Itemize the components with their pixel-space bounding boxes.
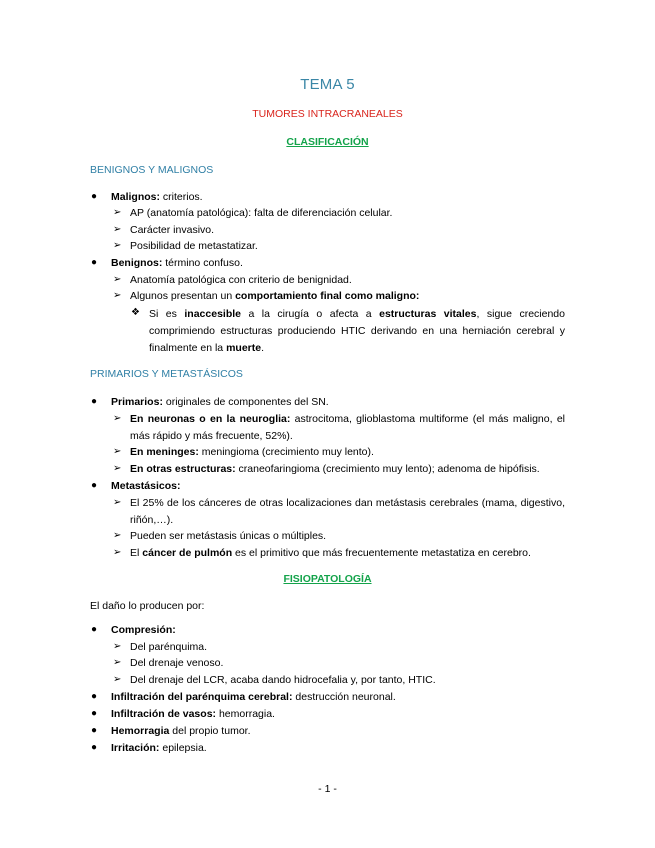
list-item: El 25% de los cánceres de otras localizaciones dan metástasis cerebrales (mama, digestivo, riñón,…). xyxy=(130,497,565,526)
bullet-icon: ● xyxy=(91,191,98,202)
intro-text: El daño lo producen por: xyxy=(90,600,205,612)
section-title-fisiopatologia: FISIOPATOLOGÍA xyxy=(283,573,372,585)
bullet-icon: ● xyxy=(91,691,98,702)
diamond-bullet-icon: ❖ xyxy=(131,307,140,318)
document-subtitle: TUMORES INTRACRANEALES xyxy=(252,108,403,120)
heading-benignos-malignos: BENIGNOS Y MALIGNOS xyxy=(90,164,214,176)
arrow-bullet-icon: ➢ xyxy=(113,497,122,508)
bullet-icon: ● xyxy=(91,725,98,736)
list-item: En otras estructuras: craneofaringioma (crecimiento muy lento); adenoma de hipófisis. xyxy=(130,463,540,475)
page-title: TEMA 5 xyxy=(300,76,355,93)
list-item-infiltracion-vasos: Infiltración de vasos: hemorragia. xyxy=(111,708,275,720)
list-item: Del drenaje venoso. xyxy=(130,657,224,669)
bullet-icon: ● xyxy=(91,480,98,491)
list-item: Pueden ser metástasis únicas o múltiples. xyxy=(130,530,327,542)
arrow-bullet-icon: ➢ xyxy=(113,657,122,668)
arrow-bullet-icon: ➢ xyxy=(113,290,122,301)
arrow-bullet-icon: ➢ xyxy=(113,274,122,285)
list-item-benignos: Benignos: término confuso. xyxy=(111,257,243,269)
list-item: AP (anatomía patológica): falta de diferenciación celular. xyxy=(130,207,393,219)
arrow-bullet-icon: ➢ xyxy=(113,446,122,457)
arrow-bullet-icon: ➢ xyxy=(113,641,122,652)
bullet-icon: ● xyxy=(91,624,98,635)
list-item: Del parénquima. xyxy=(130,641,208,653)
arrow-bullet-icon: ➢ xyxy=(113,224,122,235)
section-title-clasificacion: CLASIFICACIÓN xyxy=(286,136,369,148)
heading-primarios-metastasicos: PRIMARIOS Y METASTÁSICOS xyxy=(90,368,243,380)
list-item-hemorragia: Hemorragia del propio tumor. xyxy=(111,725,251,737)
page-number: - 1 - xyxy=(318,783,337,795)
list-item: En meninges: meningioma (crecimiento muy lento). xyxy=(130,446,374,458)
list-item-infiltracion-parenquima: Infiltración del parénquima cerebral: destrucción neuronal. xyxy=(111,691,396,703)
list-item-primarios: Primarios: originales de componentes del SN. xyxy=(111,396,329,408)
bullet-icon: ● xyxy=(91,708,98,719)
list-item: Posibilidad de metastatizar. xyxy=(130,240,258,252)
list-item: En neuronas o en la neuroglia: astrocitoma, glioblastoma multiforme (el más maligno, el más rápido y más frecuente, 52%). xyxy=(130,413,565,442)
arrow-bullet-icon: ➢ xyxy=(113,463,122,474)
list-item: El cáncer de pulmón es el primitivo que más frecuentemente metastatiza en cerebro. xyxy=(130,547,531,559)
bullet-icon: ● xyxy=(91,257,98,268)
arrow-bullet-icon: ➢ xyxy=(113,530,122,541)
arrow-bullet-icon: ➢ xyxy=(113,240,122,251)
list-item-malignos: Malignos: criterios. xyxy=(111,191,203,203)
arrow-bullet-icon: ➢ xyxy=(113,674,122,685)
list-item-irritacion: Irritación: epilepsia. xyxy=(111,742,207,754)
bullet-icon: ● xyxy=(91,742,98,753)
list-item: Carácter invasivo. xyxy=(130,224,215,236)
list-item-sub: Si es inaccesible a la cirugía o afecta a estructuras vitales, sigue creciendo comprimiendo estructuras produciendo HTIC derivando en una herniación cerebral y finalmente en la muerte. xyxy=(149,308,565,354)
list-item: Del drenaje del LCR, acaba dando hidrocefalia y, por tanto, HTIC. xyxy=(130,674,436,686)
arrow-bullet-icon: ➢ xyxy=(113,207,122,218)
list-item-compresion: Compresión: xyxy=(111,624,176,636)
list-item-metastasicos: Metastásicos: xyxy=(111,480,181,492)
list-item: Anatomía patológica con criterio de benignidad. xyxy=(130,274,352,286)
bullet-icon: ● xyxy=(91,396,98,407)
arrow-bullet-icon: ➢ xyxy=(113,413,122,424)
list-item: Algunos presentan un comportamiento final como maligno: xyxy=(130,290,420,302)
arrow-bullet-icon: ➢ xyxy=(113,547,122,558)
